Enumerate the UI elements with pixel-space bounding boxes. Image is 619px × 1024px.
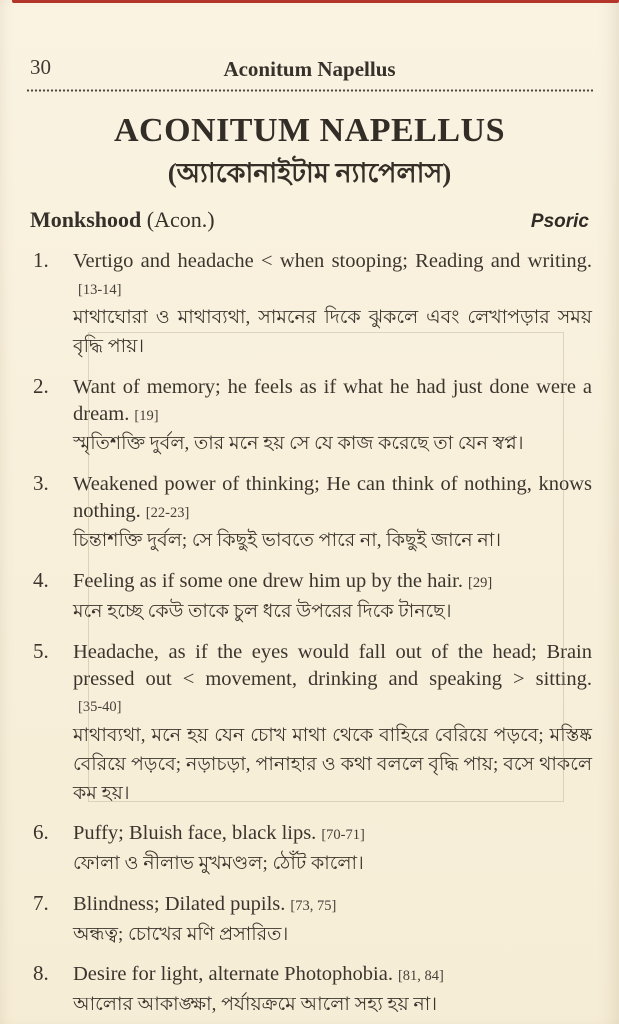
symptom-english bbox=[73, 248, 592, 301]
symptom-english bbox=[73, 374, 592, 427]
dotted-rule bbox=[26, 89, 593, 92]
symptom-citation: [13-14] bbox=[78, 281, 122, 298]
symptom-item bbox=[28, 820, 592, 879]
symptom-english-text: Blindness; Dilated pupils. bbox=[73, 892, 286, 915]
symptom-bengali: মনে হচ্ছে কেউ তাকে চুল ধরে উপরের দিকে টানছে। bbox=[73, 600, 452, 622]
symptom-body bbox=[73, 820, 592, 879]
symptom-english-text: Weakened power of thinking; He can think of nothing, knows nothing. bbox=[73, 473, 592, 522]
symptom-body bbox=[73, 471, 592, 556]
symptom-number: 2. bbox=[33, 374, 49, 399]
symptom-number: 1. bbox=[33, 248, 49, 272]
symptom-english-text: Desire for light, alternate Photophobia. bbox=[73, 963, 393, 986]
symptom-bengali: স্মৃতিশক্তি দুর্বল, তার মনে হয় সে যে কাজ করেছে তা যেন স্বপ্ন। bbox=[73, 433, 524, 455]
symptom-english-text: Feeling as if some one drew him up by the hair. bbox=[73, 570, 463, 593]
symptom-body bbox=[73, 639, 592, 809]
symptom-list bbox=[28, 248, 592, 1020]
symptom-number: 5. bbox=[33, 638, 49, 663]
symptom-citation: [29] bbox=[468, 575, 493, 592]
symptom-citation: [19] bbox=[134, 407, 159, 424]
symptom-body bbox=[73, 891, 592, 950]
symptom-citation: [70-71] bbox=[321, 827, 365, 844]
symptom-english-text: Vertigo and headache < when stooping; Reading and writing. bbox=[73, 250, 592, 272]
symptom-citation: [35-40] bbox=[78, 699, 122, 716]
symptom-english bbox=[73, 820, 592, 847]
symptom-citation: [81, 84] bbox=[397, 968, 444, 985]
common-name-text: Monkshood bbox=[30, 207, 142, 232]
symptom-bengali: আলোর আকাঙ্ক্ষা, পর্যায়ক্রমে আলো সহ্য হয় না। bbox=[73, 994, 438, 1016]
symptom-english-text: Headache, as if the eyes would fall out of the head; Brain pressed out < movement, drinking and speaking > sitting. bbox=[73, 640, 592, 690]
symptom-english bbox=[73, 891, 592, 918]
remedy-title-bengali: (অ্যাকোনাইটাম ন্যাপেলাস) bbox=[167, 158, 452, 188]
symptom-bengali: ফোলা ও নীলাভ মুখমণ্ডল; ঠোঁট কালো। bbox=[73, 853, 364, 875]
running-title: Aconitum Napellus bbox=[223, 57, 396, 81]
symptom-english bbox=[73, 961, 592, 988]
remedy-abbreviation: (Acon.) bbox=[146, 207, 215, 232]
symptom-body bbox=[73, 568, 592, 627]
symptom-item bbox=[28, 471, 592, 556]
symptom-bengali: মাথাব্যথা, মনে হয় যেন চোখ মাথা থেকে বাহিরে বেরিয়ে পড়বে; মস্তিষ্ক বেরিয়ে পড়বে; নড়াচড়া, পানাহার ও কথা বললে বৃদ্ধি পায়; বসে থাকলে কম হয়। bbox=[73, 724, 592, 804]
symptom-body bbox=[73, 961, 592, 1020]
remedy-info-row bbox=[30, 207, 589, 233]
remedy-title: ACONITUM NAPELLUS bbox=[113, 112, 506, 149]
symptom-bengali: চিন্তাশক্তি দুর্বল; সে কিছুই ভাবতে পারে না, কিছুই জানে না। bbox=[73, 530, 502, 552]
symptom-english bbox=[73, 471, 592, 524]
symptom-item bbox=[28, 568, 592, 627]
symptom-item bbox=[28, 891, 592, 950]
symptom-bengali: মাথাঘোরা ও মাথাব্যথা, সামনের দিকে ঝুকলে এবং লেখাপড়ার সময় বৃদ্ধি পায়। bbox=[73, 307, 592, 358]
symptom-number: 7. bbox=[33, 890, 49, 915]
symptom-english-text: Want of memory; he feels as if what he had just done were a dream. bbox=[73, 376, 592, 425]
miasm-label: Psoric bbox=[530, 211, 589, 232]
symptom-body bbox=[73, 248, 592, 362]
symptom-number: 3. bbox=[33, 471, 49, 496]
symptom-number: 6. bbox=[33, 820, 49, 845]
symptom-bengali: অন্ধত্ব; চোখের মণি প্রসারিত। bbox=[73, 923, 289, 945]
symptom-item bbox=[28, 248, 592, 362]
common-name bbox=[30, 207, 215, 233]
page-number: 30 bbox=[30, 55, 51, 79]
symptom-item bbox=[28, 374, 592, 459]
symptom-english bbox=[73, 639, 592, 719]
symptom-number: 4. bbox=[33, 568, 49, 593]
symptom-english bbox=[73, 568, 592, 595]
symptom-english-text: Puffy; Bluish face, black lips. bbox=[73, 822, 317, 845]
symptom-item bbox=[28, 961, 592, 1020]
symptom-citation: [22-23] bbox=[145, 504, 190, 521]
symptom-citation: [73, 75] bbox=[290, 897, 337, 914]
symptom-number: 8. bbox=[33, 961, 49, 986]
symptom-body bbox=[73, 374, 592, 459]
symptom-item bbox=[28, 639, 592, 809]
running-head bbox=[26, 0, 593, 82]
